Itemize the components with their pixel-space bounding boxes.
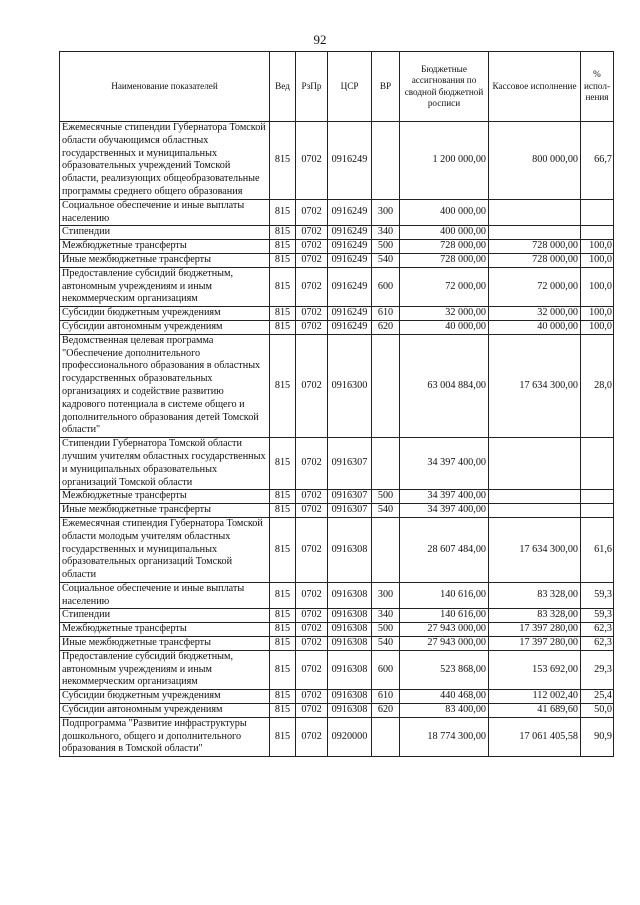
- table-row: [60, 623, 614, 637]
- row-percent: 100,0: [581, 267, 614, 306]
- row-ved: 815: [270, 253, 296, 267]
- row-name: Ежемесячные стипендии Губернатора Томской области обучающимся областных государственных и муниципальных образовательных учреждений Томской области, реализующих общеобразовательные программы среднего общего образования: [60, 122, 270, 200]
- row-csr: 0916249: [328, 240, 372, 254]
- row-rzpr: 0702: [296, 517, 328, 582]
- row-csr: 0916308: [328, 517, 372, 582]
- row-assignments: 63 004 884,00: [400, 334, 489, 437]
- row-csr: 0916308: [328, 690, 372, 704]
- row-rzpr: 0702: [296, 226, 328, 240]
- row-percent: 90,9: [581, 717, 614, 756]
- row-rzpr: 0702: [296, 582, 328, 609]
- row-ved: 815: [270, 334, 296, 437]
- row-ved: 815: [270, 240, 296, 254]
- row-vr: 620: [372, 320, 400, 334]
- row-name: Ведомственная целевая программа "Обеспечение дополнительного профессионального образования в областных государственных образовательных организациях и содействие развитию кадрового потенциала в системе общего и дополнительного образования детей Томской области": [60, 334, 270, 437]
- row-percent: [581, 438, 614, 490]
- row-assignments: 32 000,00: [400, 307, 489, 321]
- row-csr: 0920000: [328, 717, 372, 756]
- row-cash-execution: 17 397 280,00: [489, 623, 581, 637]
- row-vr: 340: [372, 226, 400, 240]
- row-cash-execution: [489, 504, 581, 518]
- row-vr: 600: [372, 267, 400, 306]
- row-assignments: 34 397 400,00: [400, 490, 489, 504]
- row-cash-execution: 153 692,00: [489, 650, 581, 689]
- table-body: [60, 122, 614, 757]
- row-cash-execution: 32 000,00: [489, 307, 581, 321]
- table-row: [60, 582, 614, 609]
- row-csr: 0916300: [328, 334, 372, 437]
- table-row: [60, 307, 614, 321]
- row-csr: 0916308: [328, 623, 372, 637]
- row-name: Иные межбюджетные трансферты: [60, 637, 270, 651]
- row-vr: [372, 122, 400, 200]
- row-csr: 0916249: [328, 307, 372, 321]
- row-ved: 815: [270, 307, 296, 321]
- row-assignments: 40 000,00: [400, 320, 489, 334]
- table-row: [60, 490, 614, 504]
- row-assignments: 27 943 000,00: [400, 637, 489, 651]
- header-row: [60, 52, 614, 122]
- row-vr: 500: [372, 623, 400, 637]
- table-row: [60, 253, 614, 267]
- table-row: [60, 704, 614, 718]
- row-csr: 0916249: [328, 253, 372, 267]
- row-percent: 28,0: [581, 334, 614, 437]
- table-row: [60, 334, 614, 437]
- row-ved: 815: [270, 199, 296, 226]
- header-percent: % испол-нения: [581, 52, 614, 122]
- row-vr: 540: [372, 253, 400, 267]
- row-rzpr: 0702: [296, 240, 328, 254]
- row-name: Социальное обеспечение и иные выплаты населению: [60, 582, 270, 609]
- row-assignments: 440 468,00: [400, 690, 489, 704]
- row-name: Иные межбюджетные трансферты: [60, 504, 270, 518]
- row-percent: [581, 490, 614, 504]
- row-name: Предоставление субсидий бюджетным, автономным учреждениям и иным некоммерческим организациям: [60, 650, 270, 689]
- row-ved: 815: [270, 504, 296, 518]
- row-vr: 540: [372, 637, 400, 651]
- row-rzpr: 0702: [296, 334, 328, 437]
- row-assignments: 140 616,00: [400, 582, 489, 609]
- row-cash-execution: [489, 199, 581, 226]
- row-assignments: 72 000,00: [400, 267, 489, 306]
- row-rzpr: 0702: [296, 609, 328, 623]
- row-name: Субсидии бюджетным учреждениям: [60, 307, 270, 321]
- row-rzpr: 0702: [296, 504, 328, 518]
- row-cash-execution: 72 000,00: [489, 267, 581, 306]
- row-name: Ежемесячная стипендия Губернатора Томской области молодым учителям областных государственных и муниципальных образовательных организаций Томской области: [60, 517, 270, 582]
- row-rzpr: 0702: [296, 253, 328, 267]
- row-ved: 815: [270, 650, 296, 689]
- row-csr: 0916308: [328, 650, 372, 689]
- row-rzpr: 0702: [296, 438, 328, 490]
- row-name: Субсидии автономным учреждениям: [60, 704, 270, 718]
- row-assignments: 523 868,00: [400, 650, 489, 689]
- row-rzpr: 0702: [296, 122, 328, 200]
- row-name: Стипендии: [60, 609, 270, 623]
- row-name: Субсидии бюджетным учреждениям: [60, 690, 270, 704]
- row-vr: 610: [372, 307, 400, 321]
- row-percent: 100,0: [581, 240, 614, 254]
- row-ved: 815: [270, 226, 296, 240]
- row-name: Межбюджетные трансферты: [60, 490, 270, 504]
- row-csr: 0916307: [328, 504, 372, 518]
- row-assignments: 34 397 400,00: [400, 504, 489, 518]
- row-percent: [581, 504, 614, 518]
- row-cash-execution: 728 000,00: [489, 253, 581, 267]
- row-assignments: 28 607 484,00: [400, 517, 489, 582]
- row-percent: [581, 199, 614, 226]
- row-vr: 620: [372, 704, 400, 718]
- row-assignments: 728 000,00: [400, 240, 489, 254]
- row-cash-execution: [489, 438, 581, 490]
- row-csr: 0916249: [328, 226, 372, 240]
- row-csr: 0916308: [328, 704, 372, 718]
- table-row: [60, 690, 614, 704]
- row-ved: 815: [270, 320, 296, 334]
- row-ved: 815: [270, 623, 296, 637]
- row-csr: 0916307: [328, 490, 372, 504]
- row-rzpr: 0702: [296, 320, 328, 334]
- header-csr: ЦСР: [328, 52, 372, 122]
- row-csr: 0916308: [328, 637, 372, 651]
- row-cash-execution: 17 634 300,00: [489, 334, 581, 437]
- row-assignments: 27 943 000,00: [400, 623, 489, 637]
- row-name: Предоставление субсидий бюджетным, автономным учреждениям и иным некоммерческим организациям: [60, 267, 270, 306]
- row-ved: 815: [270, 582, 296, 609]
- row-cash-execution: 800 000,00: [489, 122, 581, 200]
- table-row: [60, 122, 614, 200]
- budget-table: [59, 51, 614, 757]
- row-percent: [581, 226, 614, 240]
- row-cash-execution: 17 397 280,00: [489, 637, 581, 651]
- row-ved: 815: [270, 637, 296, 651]
- row-cash-execution: 41 689,60: [489, 704, 581, 718]
- header-name: Наименование показателей: [60, 52, 270, 122]
- row-ved: 815: [270, 122, 296, 200]
- header-vr: ВР: [372, 52, 400, 122]
- row-ved: 815: [270, 609, 296, 623]
- row-cash-execution: 83 328,00: [489, 582, 581, 609]
- table-row: [60, 717, 614, 756]
- header-assignments: Бюджетные ассигнования по сводной бюджетной росписи: [400, 52, 489, 122]
- row-csr: 0916307: [328, 438, 372, 490]
- row-ved: 815: [270, 267, 296, 306]
- row-percent: 62,3: [581, 623, 614, 637]
- row-assignments: 400 000,00: [400, 199, 489, 226]
- header-ved: Вед: [270, 52, 296, 122]
- row-ved: 815: [270, 704, 296, 718]
- row-assignments: 140 616,00: [400, 609, 489, 623]
- row-percent: 59,3: [581, 609, 614, 623]
- row-csr: 0916308: [328, 582, 372, 609]
- table-row: [60, 240, 614, 254]
- row-vr: [372, 334, 400, 437]
- row-csr: 0916249: [328, 199, 372, 226]
- row-assignments: 400 000,00: [400, 226, 489, 240]
- header-cash-execution: Кассовое исполнение: [489, 52, 581, 122]
- row-percent: 100,0: [581, 253, 614, 267]
- table-row: [60, 267, 614, 306]
- row-assignments: 18 774 300,00: [400, 717, 489, 756]
- row-name: Иные межбюджетные трансферты: [60, 253, 270, 267]
- row-percent: 29,3: [581, 650, 614, 689]
- row-cash-execution: 17 634 300,00: [489, 517, 581, 582]
- row-rzpr: 0702: [296, 623, 328, 637]
- row-cash-execution: 728 000,00: [489, 240, 581, 254]
- row-name: Субсидии автономным учреждениям: [60, 320, 270, 334]
- row-ved: 815: [270, 438, 296, 490]
- row-vr: 300: [372, 199, 400, 226]
- page-number: 92: [313, 32, 327, 47]
- row-assignments: 1 200 000,00: [400, 122, 489, 200]
- row-percent: 100,0: [581, 307, 614, 321]
- row-rzpr: 0702: [296, 704, 328, 718]
- table-row: [60, 199, 614, 226]
- table-row: [60, 504, 614, 518]
- row-vr: 500: [372, 490, 400, 504]
- row-rzpr: 0702: [296, 490, 328, 504]
- row-percent: 62,3: [581, 637, 614, 651]
- table-row: [60, 650, 614, 689]
- row-cash-execution: 83 328,00: [489, 609, 581, 623]
- row-name: Межбюджетные трансферты: [60, 623, 270, 637]
- row-name: Межбюджетные трансферты: [60, 240, 270, 254]
- row-ved: 815: [270, 490, 296, 504]
- row-csr: 0916249: [328, 122, 372, 200]
- row-name: Стипендии Губернатора Томской области лучшим учителям областных государственных и муниципальных образовательных организаций Томской области: [60, 438, 270, 490]
- row-assignments: 83 400,00: [400, 704, 489, 718]
- row-vr: 340: [372, 609, 400, 623]
- table-row: [60, 226, 614, 240]
- row-cash-execution: [489, 490, 581, 504]
- row-ved: 815: [270, 517, 296, 582]
- row-name: Подпрограмма "Развитие инфраструктуры дошкольного, общего и дополнительного образования в Томской области": [60, 717, 270, 756]
- row-vr: [372, 517, 400, 582]
- table-row: [60, 637, 614, 651]
- row-percent: 100,0: [581, 320, 614, 334]
- header-rzpr: РзПр: [296, 52, 328, 122]
- row-csr: 0916249: [328, 320, 372, 334]
- row-cash-execution: 17 061 405,58: [489, 717, 581, 756]
- row-percent: 50,0: [581, 704, 614, 718]
- row-csr: 0916249: [328, 267, 372, 306]
- row-ved: 815: [270, 690, 296, 704]
- row-vr: 500: [372, 240, 400, 254]
- table-row: [60, 609, 614, 623]
- row-ved: 815: [270, 717, 296, 756]
- row-rzpr: 0702: [296, 650, 328, 689]
- row-percent: 59,3: [581, 582, 614, 609]
- row-percent: 66,7: [581, 122, 614, 200]
- row-cash-execution: 112 002,40: [489, 690, 581, 704]
- row-assignments: 728 000,00: [400, 253, 489, 267]
- row-assignments: 34 397 400,00: [400, 438, 489, 490]
- row-percent: 61,6: [581, 517, 614, 582]
- row-vr: [372, 438, 400, 490]
- row-vr: 300: [372, 582, 400, 609]
- row-rzpr: 0702: [296, 690, 328, 704]
- row-rzpr: 0702: [296, 267, 328, 306]
- row-rzpr: 0702: [296, 307, 328, 321]
- row-name: Социальное обеспечение и иные выплаты населению: [60, 199, 270, 226]
- row-vr: [372, 717, 400, 756]
- row-vr: 610: [372, 690, 400, 704]
- row-percent: 25,4: [581, 690, 614, 704]
- row-rzpr: 0702: [296, 199, 328, 226]
- row-rzpr: 0702: [296, 717, 328, 756]
- row-csr: 0916308: [328, 609, 372, 623]
- row-vr: 540: [372, 504, 400, 518]
- table-row: [60, 438, 614, 490]
- row-cash-execution: 40 000,00: [489, 320, 581, 334]
- row-name: Стипендии: [60, 226, 270, 240]
- table-row: [60, 320, 614, 334]
- table-row: [60, 517, 614, 582]
- row-vr: 600: [372, 650, 400, 689]
- row-cash-execution: [489, 226, 581, 240]
- row-rzpr: 0702: [296, 637, 328, 651]
